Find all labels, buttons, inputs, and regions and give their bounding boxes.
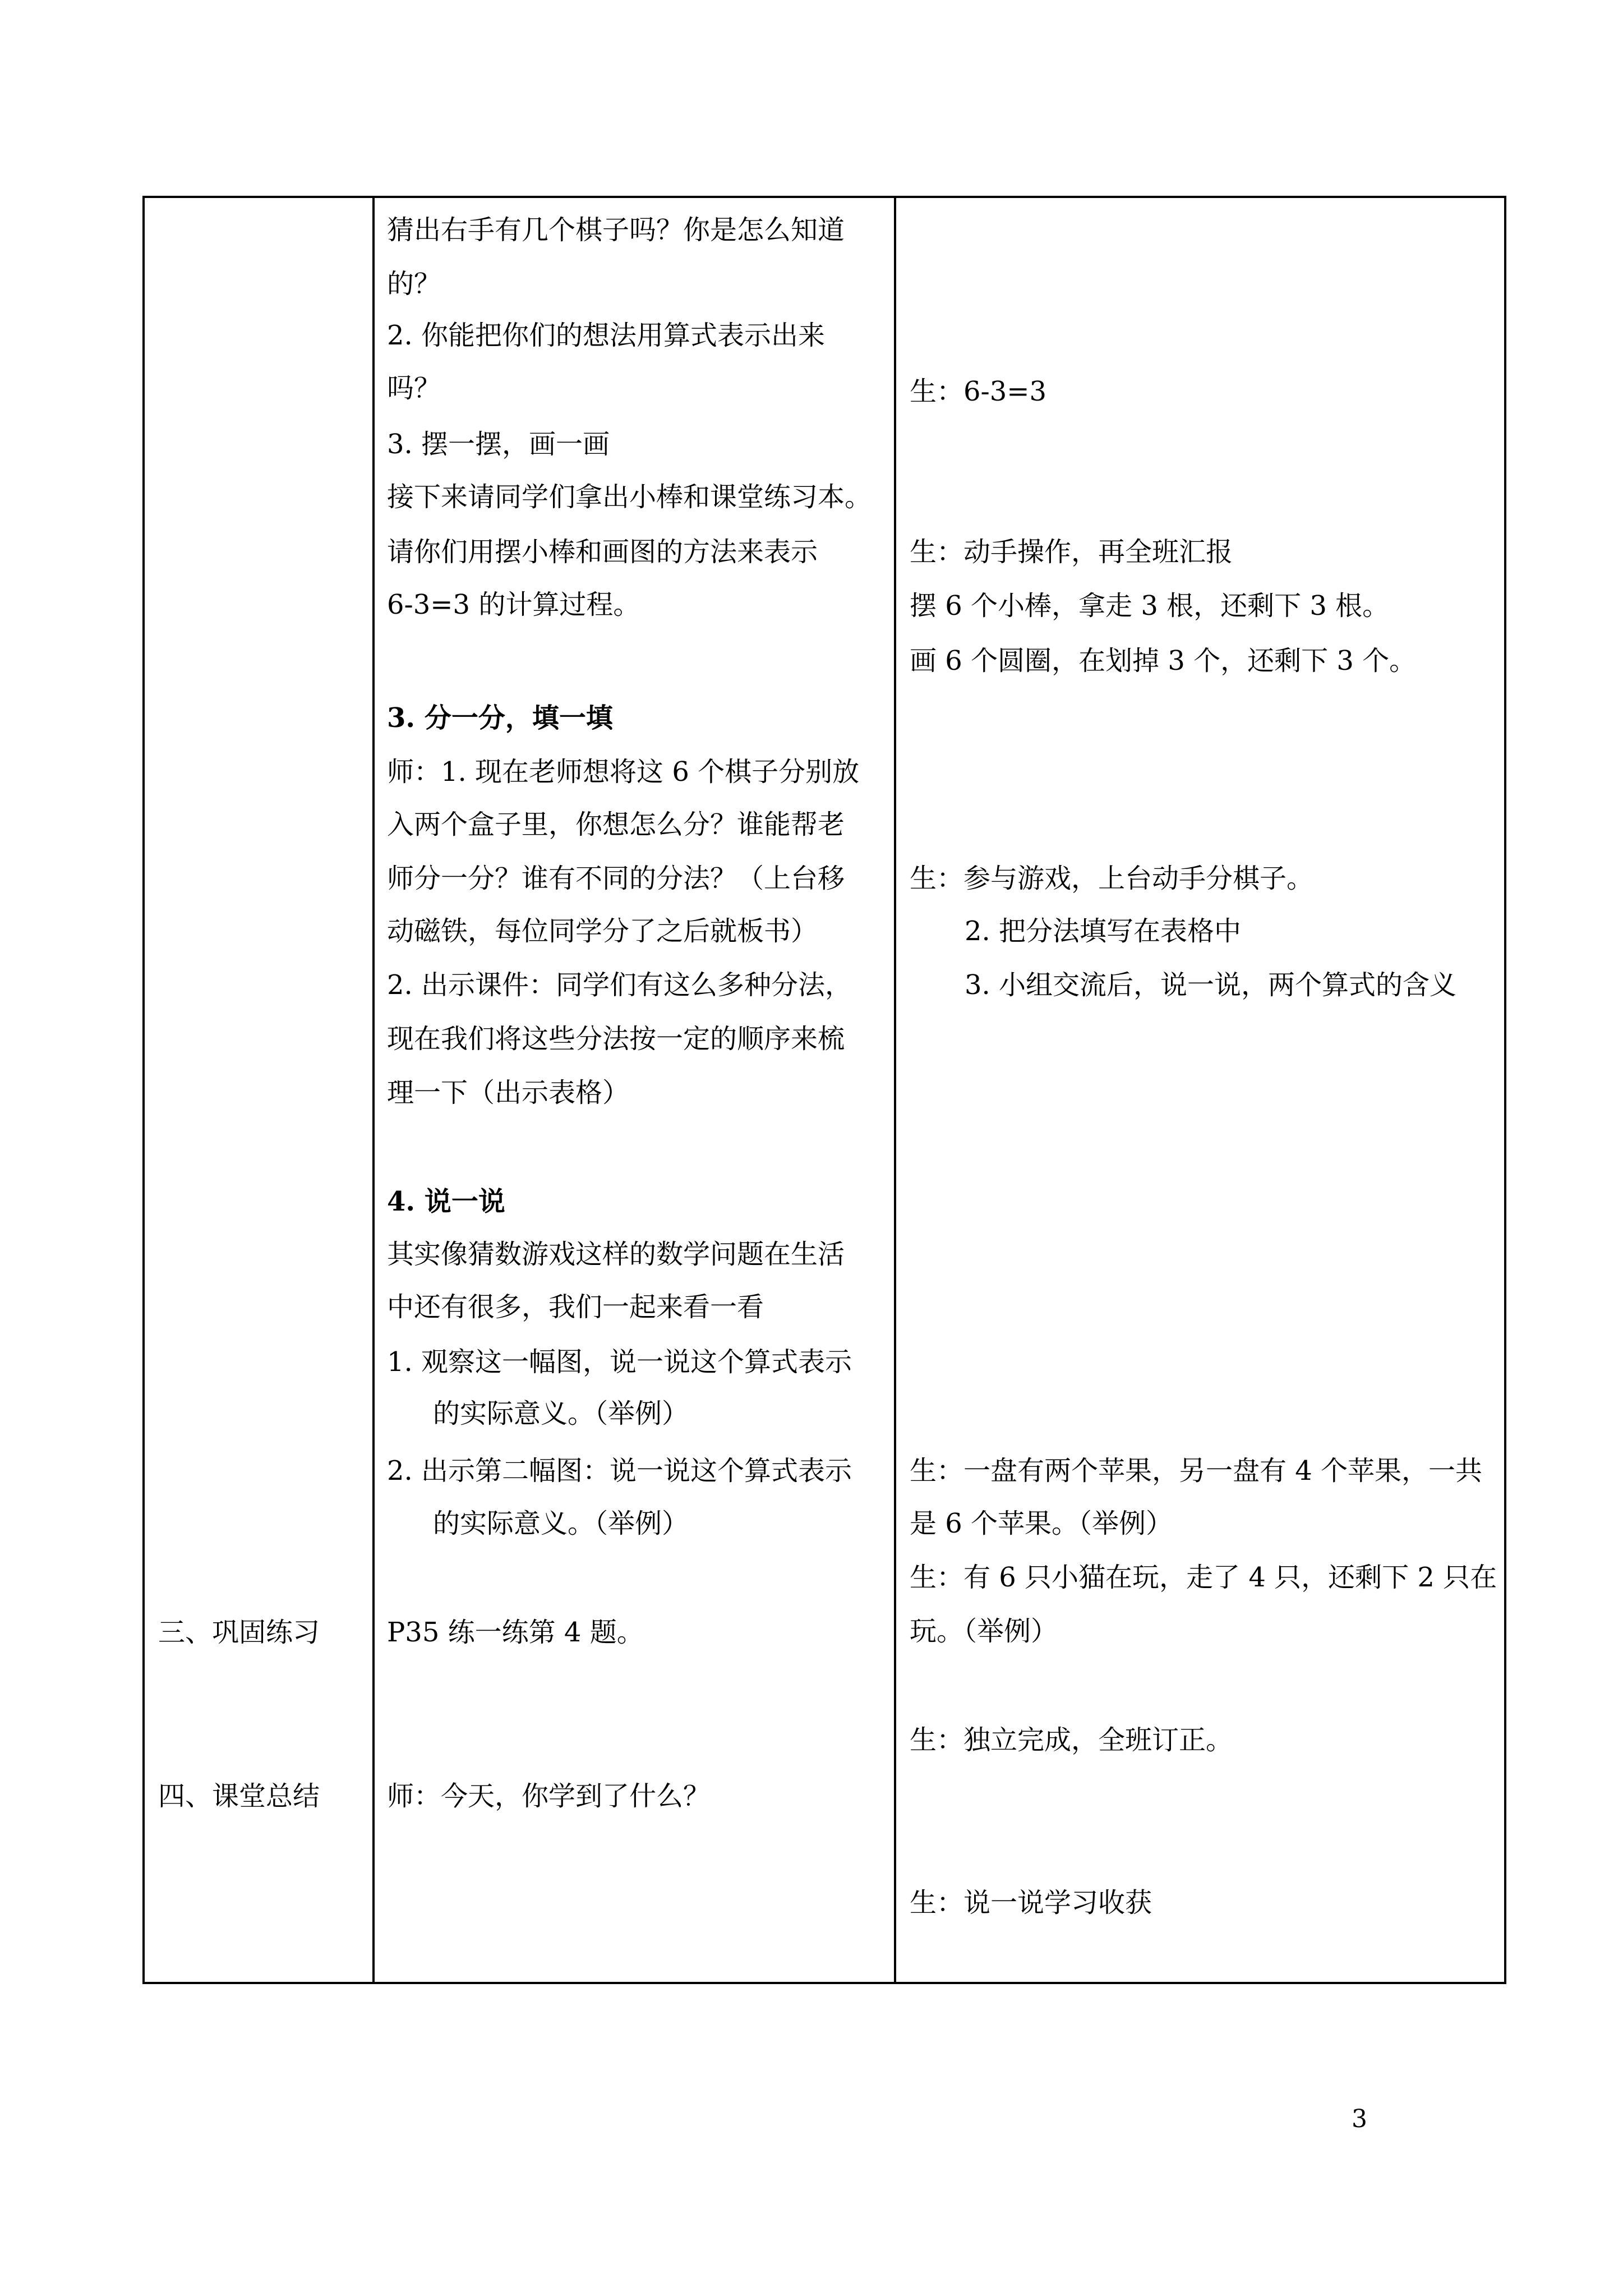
student-line: 2. 把分法填写在表格中 [965,915,1242,947]
teacher-line: P35 练一练第 4 题。 [387,1617,644,1648]
table-right-border [1504,196,1506,1984]
teacher-line: 的实际意义。（举例） [433,1398,689,1429]
subsection-heading-divide-fill: 3. 分一分，填一填 [387,702,613,734]
student-line: 画 6 个圆圈，在划掉 3 个，还剩下 3 个。 [910,645,1417,677]
teacher-line: 师：今天，你学到了什么？ [387,1780,711,1812]
teacher-line: 6-3=3 的计算过程。 [387,589,640,620]
student-line: 玩。（举例） [910,1616,1058,1647]
teacher-line: 2. 出示第二幅图：说一说这个算式表示 [387,1455,852,1487]
teacher-line: 2. 出示课件：同学们有这么多种分法， [387,969,852,1001]
teacher-line: 入两个盒子里，你想怎么分？谁能帮老 [387,809,845,840]
teacher-line: 师分一分？谁有不同的分法？（上台移 [387,863,845,894]
page-number: 3 [1352,2105,1367,2133]
teacher-line: 请你们用摆小棒和画图的方法来表示 [387,536,818,568]
section-label-practice: 三、巩固练习 [158,1617,320,1648]
teacher-line: 现在我们将这些分法按一定的顺序来梳 [387,1023,845,1055]
column-divider-2 [894,196,896,1984]
table-left-border [142,196,145,1984]
student-line: 生：说一说学习收获 [910,1887,1152,1918]
student-line: 生：6-3=3 [910,376,1047,407]
student-line: 生：动手操作，再全班汇报 [910,536,1233,568]
teacher-line: 的？ [387,268,441,300]
teacher-line: 的实际意义。（举例） [433,1508,689,1539]
subsection-heading-talk: 4. 说一说 [387,1186,505,1217]
teacher-line: 2. 你能把你们的想法用算式表示出来 [387,320,826,351]
table-top-border [142,196,1506,198]
student-line: 是 6 个苹果。（举例） [910,1508,1173,1539]
student-line: 3. 小组交流后，说一说，两个算式的含义 [965,969,1457,1001]
section-label-summary: 四、课堂总结 [158,1780,320,1812]
teacher-line: 吗？ [387,372,441,404]
student-line: 生：参与游戏，上台动手分棋子。 [910,863,1314,894]
teacher-line: 理一下（出示表格） [387,1077,630,1108]
teacher-line: 接下来请同学们拿出小棒和课堂练习本。 [387,481,872,513]
column-divider-1 [372,196,375,1984]
teacher-line: 其实像猜数游戏这样的数学问题在生活 [387,1239,845,1270]
teacher-line: 3. 摆一摆，画一画 [387,429,610,460]
teacher-line: 师：1. 现在老师想将这 6 个棋子分别放 [387,756,860,788]
student-line: 生：独立完成，全班订正。 [910,1724,1233,1756]
student-line: 生：有 6 只小猫在玩，走了 4 只，还剩下 2 只在 [910,1562,1497,1593]
teacher-line: 中还有很多，我们一起来看一看 [387,1291,764,1323]
student-line: 摆 6 个小棒，拿走 3 根，还剩下 3 根。 [910,590,1390,622]
student-line: 生：一盘有两个苹果，另一盘有 4 个苹果，一共 [910,1455,1483,1487]
table-bottom-border [142,1982,1506,1984]
teacher-line: 动磁铁，每位同学分了之后就板书） [387,915,818,947]
teacher-line: 猜出右手有几个棋子吗？你是怎么知道 [387,214,845,246]
teacher-line: 1. 观察这一幅图，说一说这个算式表示 [387,1346,852,1378]
